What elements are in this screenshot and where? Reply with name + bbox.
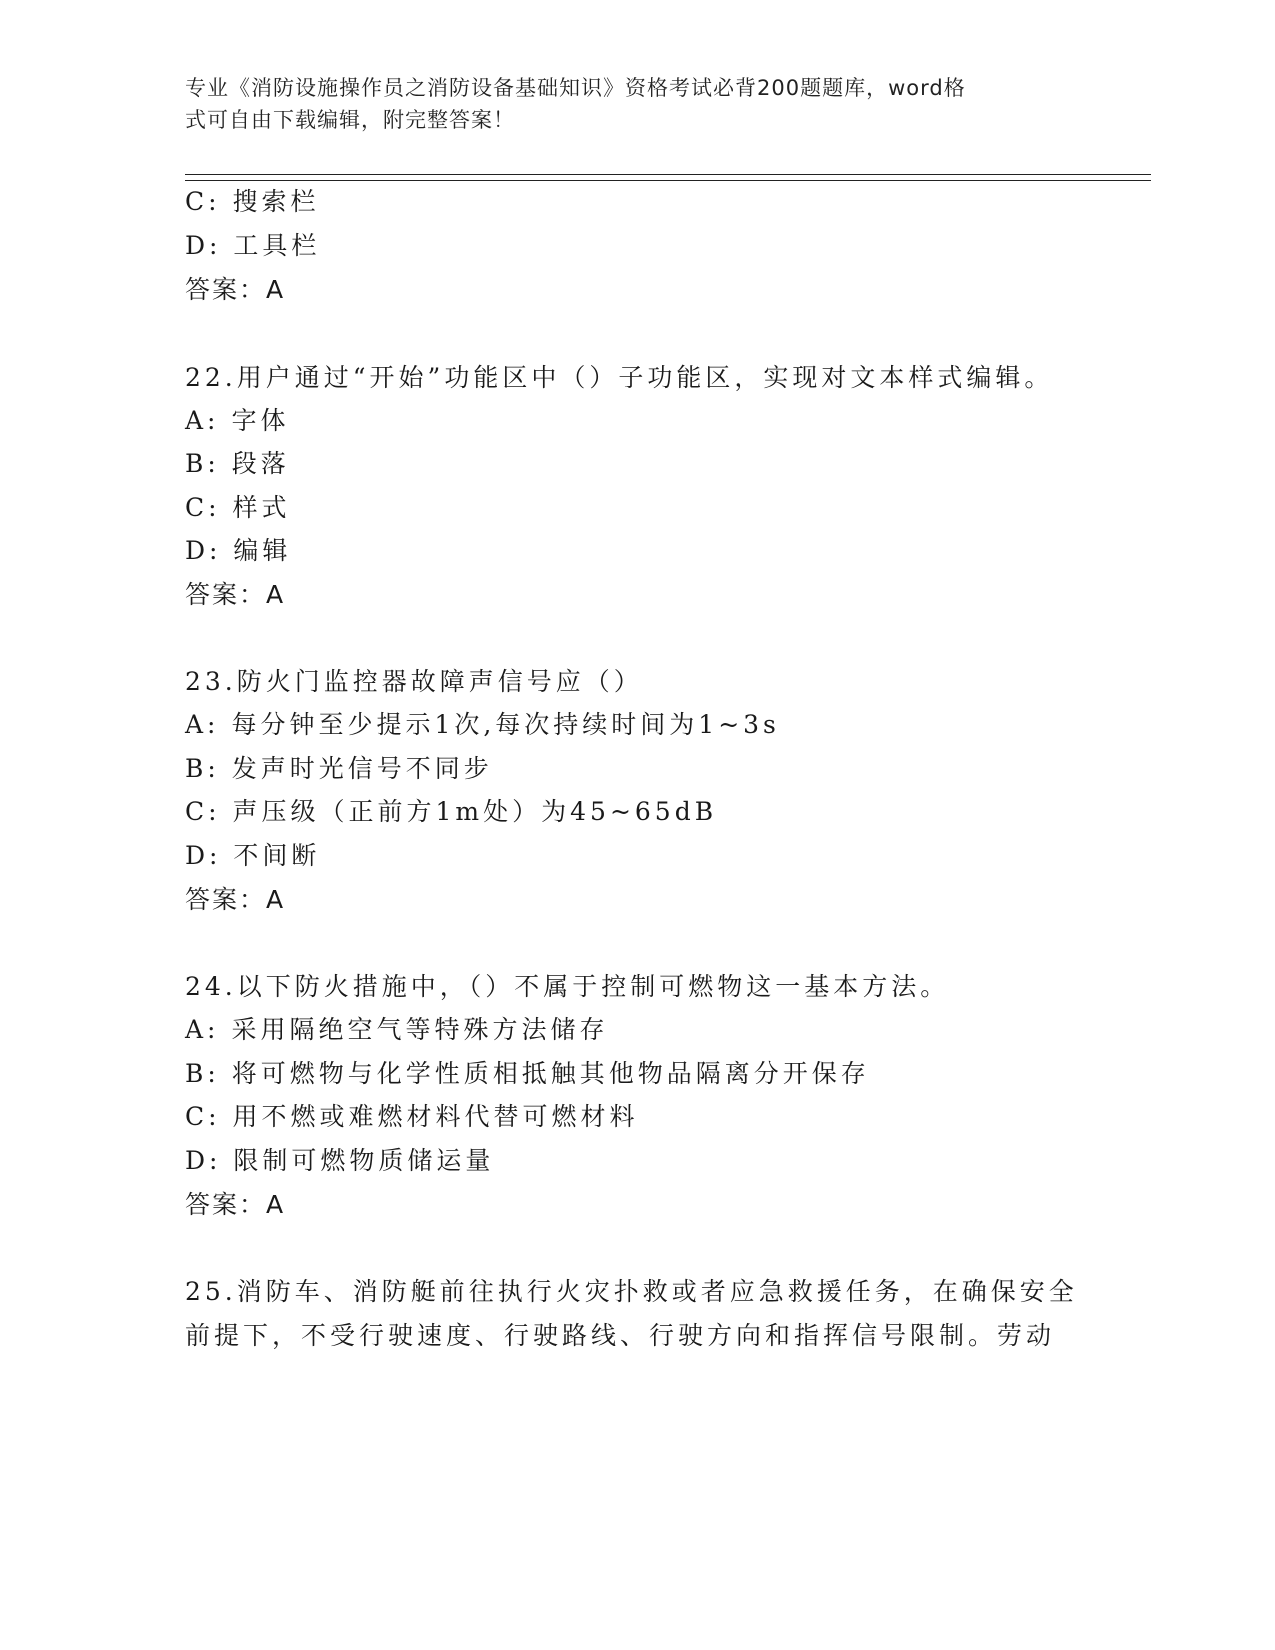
header-line-1: 专业《消防设施操作员之消防设备基础知识》资格考试必背200题题库，word格 [185, 76, 966, 100]
question-stem: 23.防火门监控器故障声信号应（） [185, 667, 643, 696]
answer-line: 答案：A [185, 1190, 286, 1219]
option-b: B: 段落 [185, 449, 290, 478]
option-c: C: 声压级（正前方1m处）为45~65dB [185, 797, 718, 826]
option-d: D: 编辑 [185, 536, 292, 565]
answer-line: 答案：A [185, 885, 286, 914]
option-a: A: 每分钟至少提示1次,每次持续时间为1~3s [185, 710, 780, 739]
question-stem-line-2: 前提下，不受行驶速度、行驶路线、行驶方向和指挥信号限制。劳动 [185, 1321, 1056, 1350]
question-stem-line-1: 25.消防车、消防艇前往执行火灾扑救或者应急救援任务，在确保安全 [185, 1277, 1078, 1306]
option-c: C: 搜索栏 [185, 187, 320, 216]
option-d: D: 不间断 [185, 841, 321, 870]
answer-line: 答案：A [185, 275, 286, 304]
header-divider-top [185, 174, 1151, 175]
option-b: B: 将可燃物与化学性质相抵触其他物品隔离分开保存 [185, 1059, 870, 1088]
option-b: B: 发声时光信号不同步 [185, 754, 493, 783]
option-d: D: 限制可燃物质储运量 [185, 1146, 495, 1175]
question-stem: 22.用户通过“开始”功能区中（）子功能区，实现对文本样式编辑。 [185, 363, 1054, 392]
header-line-2: 式可自由下载编辑，附完整答案！ [185, 108, 515, 132]
header-divider-bottom [185, 180, 1151, 181]
option-c: C: 样式 [185, 493, 291, 522]
option-a: A: 采用隔绝空气等特殊方法储存 [185, 1015, 609, 1044]
option-a: A: 字体 [185, 406, 290, 435]
answer-line: 答案：A [185, 580, 286, 609]
option-d: D: 工具栏 [185, 231, 321, 260]
document-header [185, 72, 1065, 136]
option-c: C: 用不燃或难燃材料代替可燃材料 [185, 1102, 639, 1131]
question-stem: 24.以下防火措施中，（）不属于控制可燃物这一基本方法。 [185, 972, 950, 1001]
